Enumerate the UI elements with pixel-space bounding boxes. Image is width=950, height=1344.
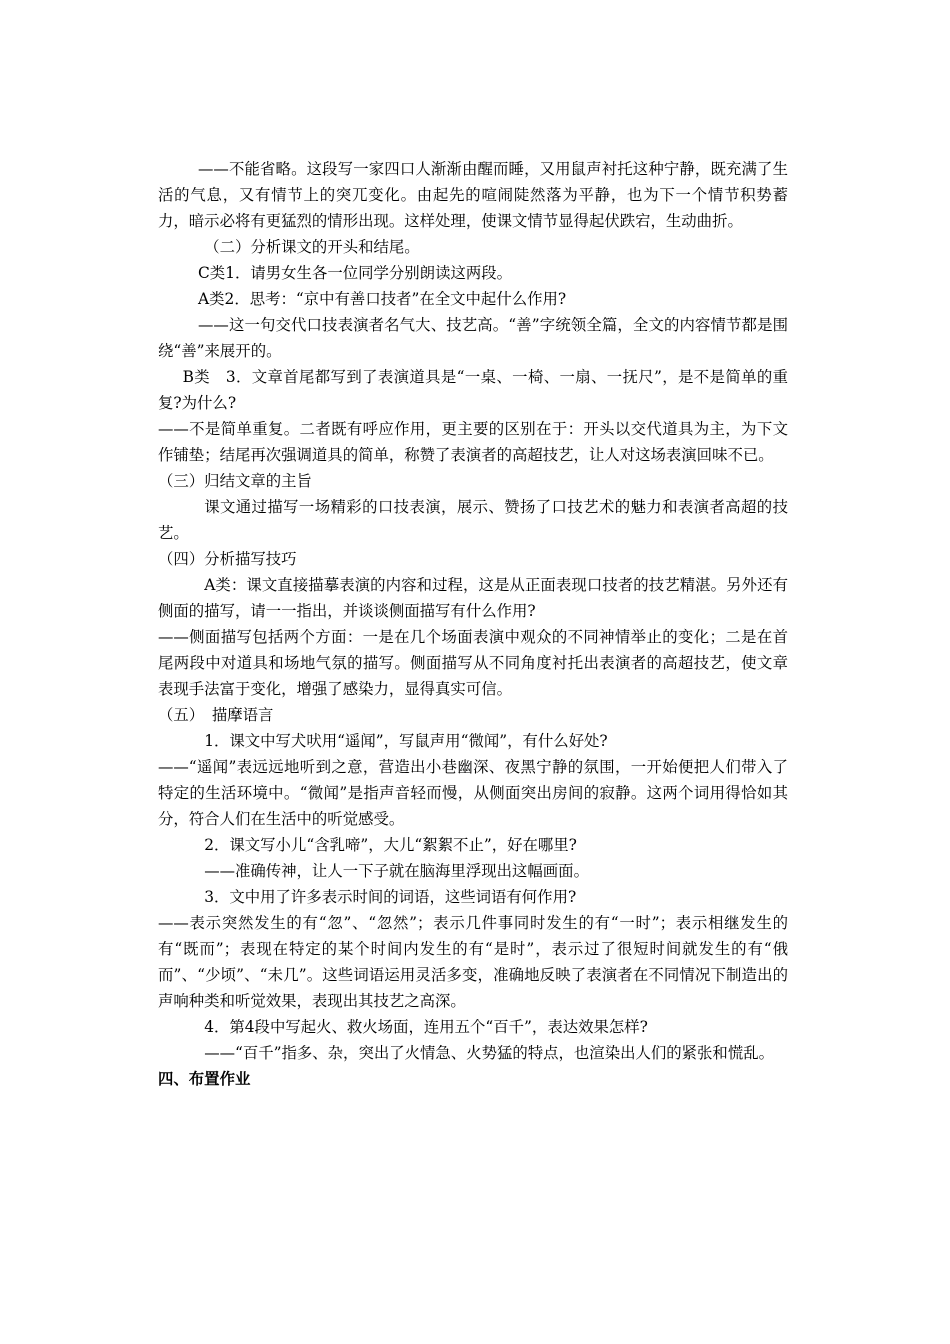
question-a-technique: A类：课文直接描摹表演的内容和过程，这是从正面表现口技者的技艺精湛。另外还有侧面的描写，请一一指出，并谈谈侧面描写有什么作用? <box>158 576 788 620</box>
question-a2: A类2．思考：“京中有善口技者”在全文中起什么作用? <box>198 290 567 308</box>
section-heading-4: （四）分析描写技巧 <box>158 550 297 568</box>
answer-b3: ——不是简单重复。二者既有呼应作用，更主要的区别在于：开头以交代道具为主，为下文作铺垫；结尾再次强调道具的简单，称赞了表演者的高超技艺，让人对这场表演回味不已。 <box>158 420 788 464</box>
answer-2: ——准确传神，让人一下子就在脑海里浮现出这幅画面。 <box>204 862 589 880</box>
answer-4: ——“百千”指多、杂，突出了火情急、火势猛的特点，也渲染出人们的紧张和慌乱。 <box>204 1044 774 1062</box>
question-c1: C类1．请男女生各一位同学分别朗读这两段。 <box>198 264 513 282</box>
question-b3: B类 3．文章首尾都写到了表演道具是“一桌、一椅、一扇、一抚尺”，是不是简单的重复?为什么? <box>158 368 788 412</box>
section-heading-3: （三）归结文章的主旨 <box>158 472 312 490</box>
answer-3: ——表示突然发生的有“忽”、“忽然”；表示几件事同时发生的有“一时”；表示相继发生的有“既而”；表现在特定的某个时间内发生的有“是时”，表示过了很短时间就发生的有“俄而”、“少顷”、“未几”。这些词语运用灵活多变，准确地反映了表演者在不同情况下制造出的声响种类和听觉效果，表现出其技艺之高深。 <box>158 914 788 1010</box>
answer-1: ——“遥闻”表远远地听到之意，营造出小巷幽深、夜黑宁静的氛围，一开始便把人们带入了特定的生活环境中。“微闻”是指声音轻而慢，从侧面突出房间的寂静。这两个词用得恰如其分，符合人们在生活中的听觉感受。 <box>158 758 788 828</box>
paragraph-answer-1: ——不能省略。这段写一家四口人渐渐由醒而睡，又用鼠声衬托这种宁静，既充满了生活的气息，又有情节上的突兀变化。由起先的喧闹陡然落为平静，也为下一个情节积势蓄力，暗示必将有更猛烈的情形出现。这样处理，使课文情节显得起伏跌宕，生动曲折。 <box>158 160 788 230</box>
section-heading-homework: 四、布置作业 <box>158 1070 251 1088</box>
answer-a2: ——这一句交代口技表演者名气大、技艺高。“善”字统领全篇，全文的内容情节都是围绕“善”来展开的。 <box>158 316 788 360</box>
question-4: 4．第4段中写起火、救火场面，连用五个“百千”，表达效果怎样? <box>204 1018 648 1036</box>
document-body <box>158 156 788 1092</box>
section-heading-2: （二）分析课文的开头和结尾。 <box>204 238 420 256</box>
question-2: 2．课文写小儿“含乳啼”，大儿“絮絮不止”，好在哪里? <box>204 836 577 854</box>
question-1: 1．课文中写犬吠用“遥闻”，写鼠声用“微闻”，有什么好处? <box>204 732 608 750</box>
question-3: 3．文中用了许多表示时间的词语，这些词语有何作用? <box>204 888 577 906</box>
section-heading-5: （五） 描摩语言 <box>158 706 274 724</box>
answer-a-technique: ——侧面描写包括两个方面：一是在几个场面表演中观众的不同神情举止的变化；二是在首尾两段中对道具和场地气氛的描写。侧面描写从不同角度衬托出表演者的高超技艺，使文章表现手法富于变化，增强了感染力，显得真实可信。 <box>158 628 788 698</box>
paragraph-theme: 课文通过描写一场精彩的口技表演，展示、赞扬了口技艺术的魅力和表演者高超的技艺。 <box>158 498 788 542</box>
